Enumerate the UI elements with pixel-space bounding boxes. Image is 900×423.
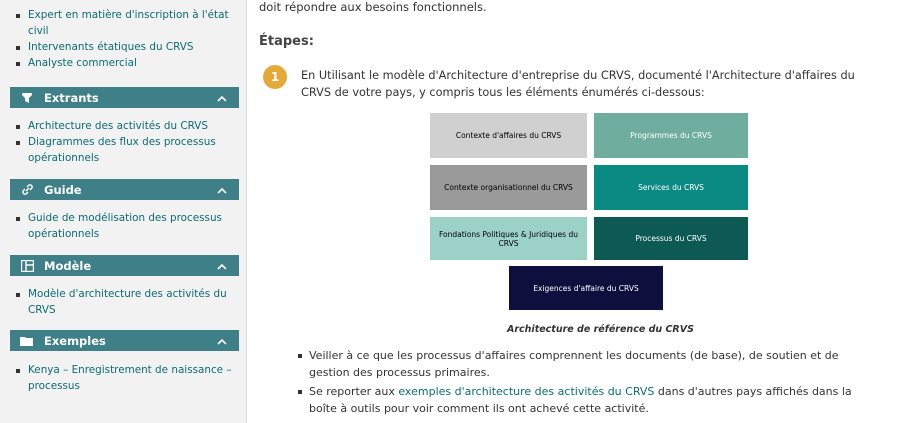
diagram-caption: Architecture de référence du CRVS — [507, 324, 694, 335]
sidebar-list-roles — [0, 7, 240, 71]
sidebar-link[interactable]: Expert en matière d'inscription à l'état civil — [28, 7, 232, 39]
bullet-list — [309, 347, 879, 419]
bullet-text: Se reporter aux — [309, 385, 399, 398]
sidebar-list-exemples — [0, 362, 240, 394]
sidebar-link[interactable]: Modèle d'architecture des activités du CRVS — [28, 286, 232, 318]
steps-heading: Étapes: — [259, 34, 314, 49]
sidebar-list-modele — [0, 286, 240, 318]
diagram-box-label: Programmes du CRVS — [630, 131, 712, 140]
sidebar-link[interactable]: Analyste commercial — [28, 55, 232, 71]
diagram-box-processus — [594, 217, 748, 260]
section-title: Guide — [44, 182, 82, 197]
diagram-box-contexte-affaires — [430, 113, 587, 158]
folder-icon — [20, 334, 34, 348]
sidebar-link[interactable]: Architecture des activités du CRVS — [28, 118, 232, 134]
chevron-up-icon[interactable] — [217, 260, 227, 274]
diagram-box-programmes — [594, 113, 748, 158]
section-title: Extrants — [44, 90, 99, 105]
link-icon — [20, 183, 34, 197]
chevron-up-icon[interactable] — [217, 184, 227, 198]
diagram-box-label: Fondations Politiques & Juridiques du CRVS — [438, 229, 578, 248]
layout-icon — [20, 259, 34, 273]
section-title: Exemples — [44, 333, 106, 348]
diagram-box-contexte-organisationnel — [430, 165, 587, 210]
diagram-box-exigences — [509, 266, 663, 310]
section-header-extrants[interactable] — [10, 87, 239, 108]
bullet-item: Veiller à ce que les processus d'affaires comprennent les documents (de base), de soutien et de gestion des processus primaires. — [309, 347, 879, 381]
sidebar — [0, 0, 246, 423]
sidebar-list-extrants — [0, 118, 240, 166]
diagram-box-label: Contexte organisationnel du CRVS — [444, 183, 573, 192]
bullet-item — [309, 383, 879, 417]
intro-text: doit répondre aux besoins fonctionnels. — [259, 0, 487, 14]
main-content — [246, 0, 900, 423]
sidebar-link[interactable]: Intervenants étatiques du CRVS — [28, 39, 232, 55]
funnel-icon — [20, 91, 34, 105]
sidebar-link[interactable]: Kenya – Enregistrement de naissance – processus — [28, 364, 232, 392]
diagram-box-label: Contexte d'affaires du CRVS — [455, 131, 562, 140]
section-header-guide[interactable] — [10, 179, 239, 200]
examples-link[interactable]: exemples d'architecture des activités du CRVS — [398, 385, 655, 398]
sidebar-list-guide — [0, 210, 240, 242]
chevron-up-icon[interactable] — [217, 335, 227, 349]
chevron-up-icon[interactable] — [217, 92, 227, 106]
section-header-modele[interactable] — [10, 255, 239, 276]
diagram-box-label: Services du CRVS — [638, 183, 704, 192]
section-header-exemples[interactable] — [10, 330, 239, 351]
diagram-box-label: Exigences d'affaire du CRVS — [533, 283, 639, 293]
bullet-text: dans d'autres pays affichés dans la boîte à outils pour voir comment ils ont achevé cette activité. — [309, 385, 852, 415]
sidebar-link[interactable]: Guide de modélisation des processus opérationnels — [28, 210, 232, 242]
section-title: Modèle — [44, 258, 92, 273]
step-text: En Utilisant le modèle d'Architecture d'entreprise du CRVS, documenté l'Architecture d'affaires du CRVS de votre pays, y compris tous les éléments énumérés ci-dessous: — [301, 69, 855, 99]
diagram-box-services — [594, 165, 748, 210]
diagram-box-label: Processus du CRVS — [635, 234, 707, 243]
step-number-badge: 1 — [263, 65, 287, 89]
diagram-box-fondations — [430, 217, 587, 260]
sidebar-link[interactable]: Diagrammes des flux des processus opérationnels — [28, 134, 232, 166]
